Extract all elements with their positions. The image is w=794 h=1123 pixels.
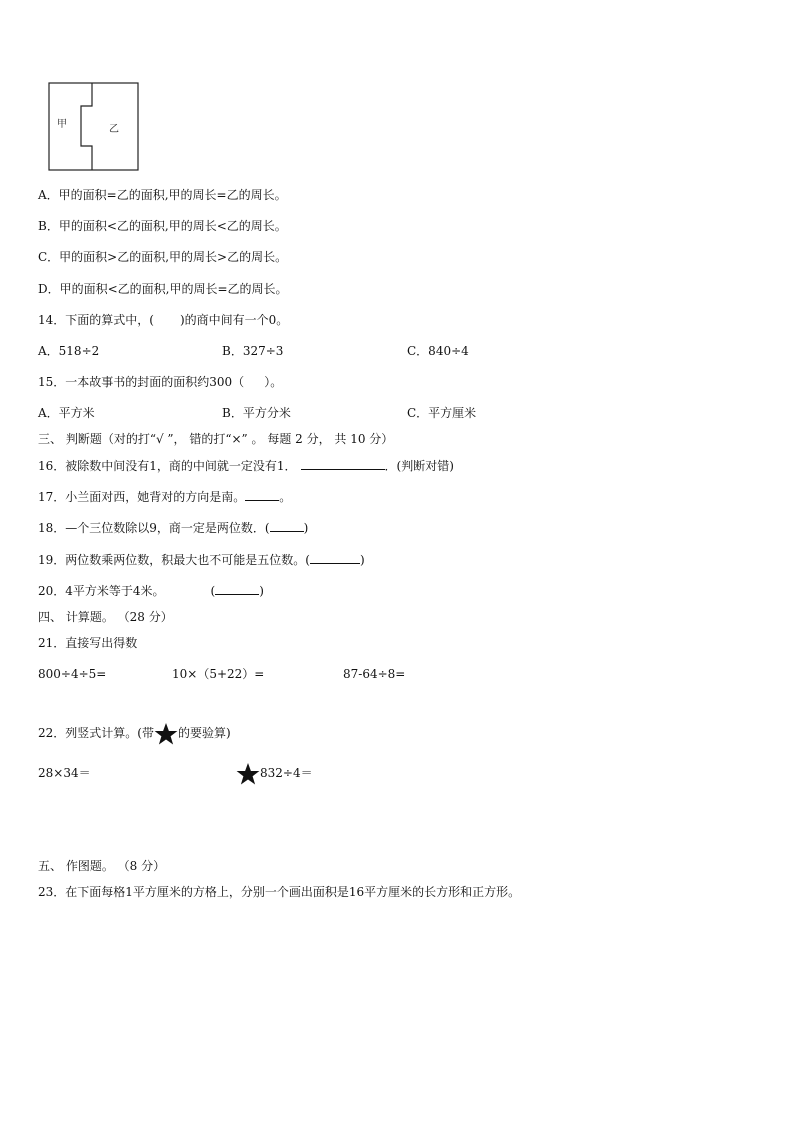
q13-option-d[interactable]: D．甲的面积<乙的面积,甲的周长=乙的周长。 [38, 282, 288, 296]
q19-suffix: ) [359, 553, 365, 567]
q20-close-paren: ) [259, 584, 264, 598]
q15-stem [38, 375, 282, 389]
q13-option-c[interactable]: C．甲的面积>乙的面积,甲的周长>乙的周长。 [38, 250, 288, 264]
area-perimeter-figure [48, 82, 140, 175]
q16-text: 16．被除数中间没有1，商的中间就一定没有1． [38, 459, 297, 473]
q15-option-c[interactable]: C．平方厘米 [407, 406, 477, 420]
star-icon [154, 722, 178, 746]
q22-item-1[interactable]: 28×34＝ [38, 766, 91, 780]
q21-item-3[interactable]: 87-64÷8= [343, 667, 406, 681]
q17-suffix: 。 [279, 490, 292, 504]
q16-suffix: ．(判断对错) [384, 459, 454, 473]
q21-item-1[interactable]: 800÷4÷5= [38, 667, 107, 681]
q14-stem [38, 313, 288, 327]
q14-stem-start: 14．下面的算式中，( [38, 313, 154, 327]
q15-option-b[interactable]: B．平方分米 [222, 406, 291, 420]
q22-title [38, 721, 231, 746]
q14-option-b[interactable]: B．327÷3 [222, 344, 284, 358]
figure-label-yi: 乙 [109, 124, 119, 135]
q21-item-2[interactable]: 10×（5+22）= [172, 667, 265, 681]
q22-title-start: 22．列竖式计算。(带 [38, 726, 154, 740]
q15-stem-start: 15．一本故事书的封面的面积约300（ [38, 375, 245, 389]
q18 [38, 520, 308, 535]
q22-item-2-text: 832÷4＝ [260, 766, 313, 780]
q17-answer-blank[interactable] [245, 489, 279, 501]
q18-suffix: ) [303, 521, 309, 535]
q13-option-a[interactable]: A．甲的面积=乙的面积,甲的周长=乙的周长。 [38, 188, 287, 202]
q14-option-c[interactable]: C．840÷4 [407, 344, 469, 358]
q22-title-end: 的要验算) [177, 726, 231, 740]
section-4-heading: 四、 计算题。 （28 分） [38, 610, 173, 624]
q20-open-paren: ( [210, 584, 216, 598]
q20 [38, 583, 264, 598]
q13-option-b[interactable]: B．甲的面积<乙的面积,甲的周长<乙的周长。 [38, 219, 287, 233]
q17-text: 17．小兰面对西，她背对的方向是南。 [38, 490, 246, 504]
q18-text: 18．—个三位数除以9，商一定是两位数．( [38, 521, 270, 535]
q15-stem-end: ）。 [264, 375, 283, 389]
star-icon [236, 762, 260, 786]
q19-answer-blank[interactable] [310, 552, 360, 564]
q17 [38, 489, 291, 504]
q20-answer-blank[interactable] [215, 583, 259, 595]
q22-item-2[interactable] [236, 761, 313, 786]
section-3-heading: 三、 判断题（对的打“√ ”， 错的打“×” 。 每题 2 分， 共 10 分） [38, 432, 394, 446]
q14-stem-end: )的商中间有一个0。 [179, 313, 289, 327]
q21-title: 21．直接写出得数 [38, 636, 138, 650]
q16-answer-blank[interactable] [301, 458, 385, 470]
section-5-heading: 五、 作图题。 （8 分） [38, 859, 166, 873]
figure-label-jia: 甲 [57, 119, 67, 130]
q19-text: 19．两位数乘两位数，积最大也不可能是五位数。( [38, 553, 310, 567]
q19 [38, 552, 365, 567]
q23-text: 23．在下面每格1平方厘米的方格上，分别一个画出面积是16平方厘米的长方形和正方形。 [38, 885, 521, 899]
q18-answer-blank[interactable] [270, 520, 304, 532]
q20-text: 20．4平方米等于4米。 [38, 584, 165, 598]
q15-option-a[interactable]: A．平方米 [38, 406, 95, 420]
q16 [38, 458, 454, 473]
q14-option-a[interactable]: A．518÷2 [38, 344, 100, 358]
